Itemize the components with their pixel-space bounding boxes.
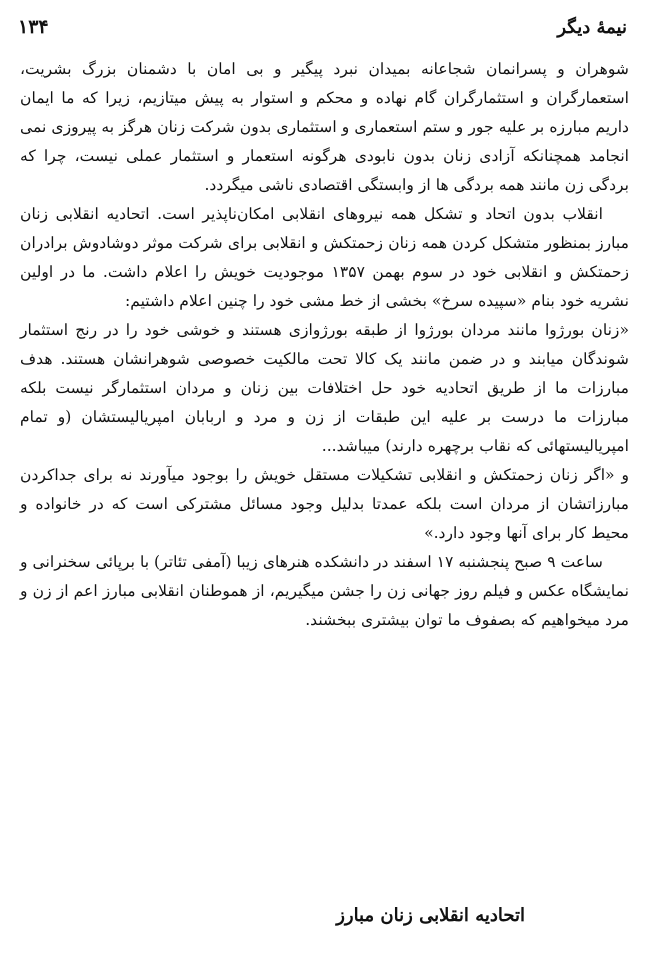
- signature: اتحادیه انقلابی زنان مبارز: [336, 905, 525, 926]
- body-text: [20, 55, 629, 635]
- quote-1: «زنان بورژوا مانند مردان بورژوا از طبقه بورژوازی هستند و خوشی خود را در رنج استثمار شوندگان میابند و در ضمن مانند یک کالا تحت مالکیت خصوصی شوهرانشان هستند. هدف مبارزات ما از طریق اتحادیه خود حل اختلافات بین زنان و مردان استثمارگر نیست بلکه مبارزات ما درست بر علیه این طبقات از زن و مرد و اربابان امپریالیستشان (و تمام امپریالیستهائی که نقاب برچهره دارند) میباشد...: [20, 321, 629, 455]
- paragraph-1: شوهران و پسرانمان شجاعانه بمیدان نبرد پیگیر و بی امان با دشمنان بزرگ بشریت، استعمارگران و استثمارگران گام نهاده و محکم و استوار به پیش میتازیم، زیرا که ما ایمان داریم مبارزه بر علیه جور و ستم استعماری و استثماری بدون شرکت زنان هرگز به پیروزی نمی انجامد همچنانکه آزادی زنان بدون نابودی هرگونه استعمار و استثمار عملی نیست، چرا که بردگی زن مانند همه بردگی ها از وابستگی اقتصادی ناشی میگردد.: [20, 60, 629, 194]
- quote-2: و «اگر زنان زحمتکش و انقلابی تشکیلات مستقل خویش را بوجود میآورند نه برای جداکردن مبارزاتشان از مردان است بلکه عمدتا بدلیل وجود مسائل مشترکی است که در خانواده و محیط کار برای آنها وجود دارد.»: [20, 466, 629, 542]
- paragraph-2: انقلاب بدون اتحاد و تشکل همه نیروهای انقلابی امکان‌ناپذیر است. اتحادیه انقلابی زنان مبارز بمنظور متشکل کردن همه زنان زحمتکش و انقلابی برای شرکت موثر دوشادوش برادران زحمتکش و انقلابی خود در سوم بهمن ۱۳۵۷ موجودیت خویش را اعلام داشت. ما در اولین نشریه خود بنام «سپیده سرخ» بخشی از خط مشی خود را چنین اعلام داشتیم:: [20, 205, 630, 310]
- running-title: نیمهٔ دیگر: [557, 16, 627, 38]
- paragraph-3: ساعت ۹ صبح پنجشنبه ۱۷ اسفند در دانشکده هنرهای زیبا (آمفی تئاتر) با برپائی سخنرانی و نمایشگاه عکس و فیلم روز جهانی زن را جشن میگیریم، از هموطنان انقلابی مبارز اعم از زن و مرد میخواهیم که بصفوف ما توان بیشتری ببخشند.: [20, 553, 629, 629]
- page-number: ۱۳۴: [18, 16, 49, 38]
- page-header: [18, 12, 627, 42]
